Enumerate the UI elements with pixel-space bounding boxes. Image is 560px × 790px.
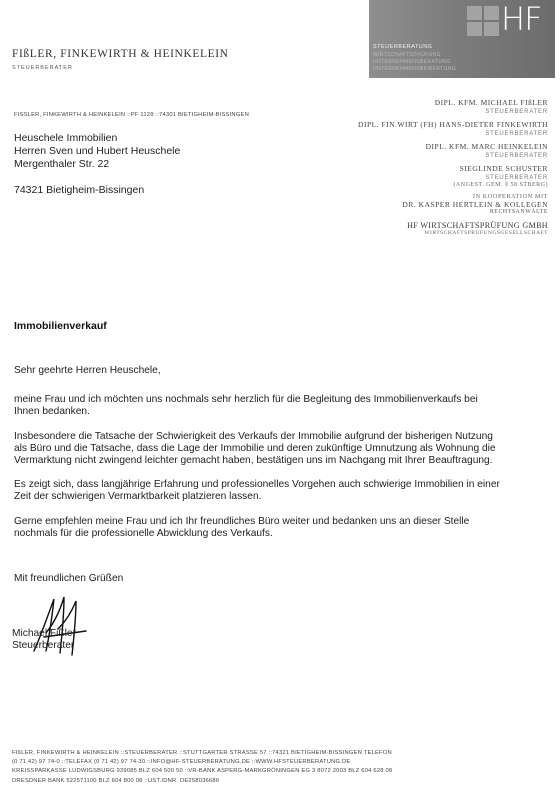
letter-paragraph-2: Insbesondere die Tatsache der Schwierigkeit des Verkaufs der Immobilie aufgrund der bisherigen Nutzung als Büro und die Tatsache, dass die Lage der Immobilie und deren zukünftige Umnutzung als Wohnung die Vermarktung nicht zwingend leichter gemacht haben, bestätigen uns im Nachgang mit Ihrer Beauftragung. [14, 430, 496, 467]
recipient-line-4: 74321 Bietigheim-Bissingen [14, 184, 145, 196]
cooperation-title: RECHTSANWÄLTE [489, 209, 548, 215]
partner-name: DIPL. KFM. MICHAEL FIßLER [434, 98, 548, 107]
partner-name: SIEGLINDE SCHUSTER [459, 164, 548, 173]
footer-line-1: FIßLER, FINKEWIRTH & HEINKELEIN ::STEUERBERATER ::STUTTGARTER STRASSE 57 ::74321 BIETIGHEIM-BISSINGEN TELEFON [12, 750, 392, 756]
partner-entry [308, 98, 548, 115]
logo-box [369, 0, 555, 78]
footer-line-2: (0 71 42) 97 74-0 ::TELEFAX (0 71 42) 97 74-30 ::INFO@HF-STEUERBERATUNG.DE ::WWW.HFSTEUERBERATUNG.DE [12, 759, 351, 766]
letter-paragraph-3: Es zeigt sich, dass langjährige Erfahrung und professionelles Vorgehen auch schwierige Immobilien in einer Zeit der schwierigen Vermarktbarkeit platzieren lassen. [14, 479, 500, 503]
partner-title: STEUERBERATER [485, 153, 548, 159]
recipient-line-2: Herren Sven und Hubert Heuschele [14, 145, 181, 157]
partner-entry [308, 120, 548, 137]
partner-name: DIPL. KFM. MARC HEINKELEIN [425, 142, 548, 151]
hf-wp-block [308, 221, 548, 236]
recipient-address [14, 132, 180, 197]
letter-paragraph-4: Gerne empfehlen meine Frau und ich Ihr freundliches Büro weiter und bedanken uns an dieser Stelle nochmals für die professionelle Abwicklung des Verkaufs. [14, 515, 470, 539]
logo-line-3: UNTERNEHMENSBERATUNG [373, 59, 451, 65]
signer-title: Steuerberater [12, 640, 75, 651]
cooperation-label: IN KOOPERATION MIT [472, 193, 548, 200]
letter-closing: Mit freundlichen Grüßen [14, 573, 124, 584]
logo-line-4: UNTERNEHMENSBEWERTUNG [373, 66, 457, 72]
partner-entry [308, 164, 548, 188]
recipient-line-1: Heuschele Immobilien [14, 132, 118, 144]
logo-line-2: WIRTSCHAFTSPRÜFUNG [373, 52, 441, 58]
hf-wp-title: WIRTSCHAFTSPRÜFUNGSGESELLSCHAFT [424, 230, 548, 236]
sender-return-line: FISSLER, FINKEWIRTH & HEINKELEIN ::PF 1128 ::74301 BIETIGHEIM-BISSINGEN [14, 112, 249, 118]
partner-entry [308, 142, 548, 159]
cooperation-block [308, 193, 548, 215]
hf-wp-name: HF WIRTSCHAFTSPRÜFUNG GMBH [407, 221, 548, 230]
logo-line-1: STEUERBERATUNG [373, 44, 433, 50]
footer-line-3: KREISSPARKASSE LUDWIGSBURG 939085 BLZ 604 500 50 ::VR-BANK ASPERG-MARKGRÖNINGEN EG 3 8072 2003 BLZ 604 628 08 [12, 768, 393, 775]
partner-title: STEUERBERATER [485, 131, 548, 137]
cooperation-name: DR. KASPER HERTLEIN & KOLLEGEN [402, 200, 548, 209]
letter-body [14, 365, 504, 552]
firm-name: FIßLER, FINKEWIRTH & HEINKELEIN [12, 48, 229, 60]
letter-salutation: Sehr geehrte Herren Heuschele, [14, 365, 161, 376]
letter-footer [12, 749, 392, 786]
footer-line-4: DRESDNER BANK 522571100 BLZ 604 800 08 ::UST.IDNR. DE258036686 [12, 777, 220, 784]
recipient-line-3: Mergenthaler Str. 22 [14, 158, 110, 170]
logo-hf: HF [501, 0, 542, 38]
logo-grid-icon [467, 6, 499, 36]
partner-title: STEUERBERATER [485, 175, 548, 181]
letter-subject: Immobilienverkauf [14, 320, 107, 332]
signer-name: Michael Fißler [12, 628, 76, 639]
partner-title: STEUERBERATER [485, 109, 548, 115]
partner-name: DIPL. FIN.WIRT (FH) HANS-DIETER FINKEWIRTH [358, 120, 548, 129]
signer-block [12, 628, 76, 652]
partner-list [308, 98, 548, 236]
letter-paragraph-1: meine Frau und ich möchten uns nochmals sehr herzlich für die Begleitung des Immobilienverkaufs bei Ihnen bedanken. [14, 394, 478, 418]
firm-subtitle: STEUERBERATER [12, 65, 73, 71]
partner-note: (ANGEST. GEM. § 58 STBERG) [453, 182, 548, 188]
